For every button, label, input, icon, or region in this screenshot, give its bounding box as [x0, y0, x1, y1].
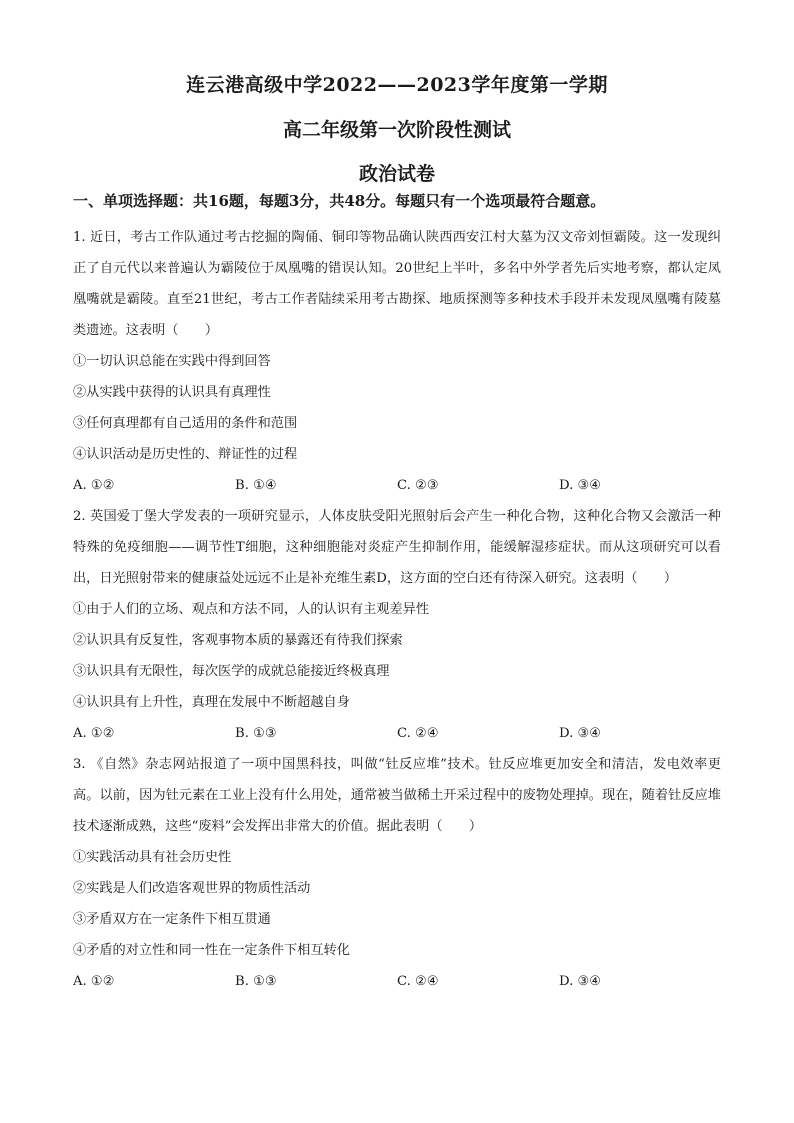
statement-2: ②实践是人们改造客观世界的物质性活动: [73, 881, 311, 896]
exam-header: [0, 0, 794, 186]
option-d: D. ③④: [559, 726, 602, 741]
option-c: C. ②③: [397, 478, 439, 493]
answer-options: [73, 718, 721, 749]
question-stem: 3. 《自然》杂志网站报道了一项中国黑科技，叫做“钍反应堆”技术。钍反应堆更加安全和清洁，发电效率更高。以前，因为钍元素在工业上没有什么用处，通常被当做稀土开采过程中的废物处理掉。现在，随着钍反应堆技术逐渐成熟，这些“废料”会发挥出非常大的价值。据此表明（ ）: [73, 757, 721, 834]
option-a: A. ①②: [73, 478, 115, 493]
statement-2: ②认识具有反复性，客观事物本质的暴露还有待我们探索: [73, 633, 403, 648]
question-stem: 2. 英国爱丁堡大学发表的一项研究显示，人体皮肤受阳光照射后会产生一种化合物，这种化合物又会激活一种特殊的免疫细胞——调节性T细胞，这种细胞能对炎症产生抑制作用，能缓解湿疹症状。而从这项研究可以看出，日光照射带来的健康益处远远不止是补充维生素D，这方面的空白还有待深入研究。这表明（ ）: [73, 509, 721, 586]
statement-4: ④认识具有上升性，真理在发展中不断超越自身: [73, 695, 350, 710]
statement-3: ③认识具有无限性，每次医学的成就总能接近终极真理: [73, 664, 390, 679]
statement-1: ①实践活动具有社会历史性: [73, 850, 232, 865]
option-a: A. ①②: [73, 974, 115, 989]
answer-options: [73, 470, 721, 501]
question-3: [73, 749, 721, 997]
statement-1: ①一切认识总能在实践中得到回答: [73, 354, 271, 369]
option-b: B. ①③: [235, 726, 277, 741]
option-c: C. ②④: [397, 974, 439, 989]
question-stem: 1. 近日，考古工作队通过考古挖掘的陶俑、铜印等物品确认陕西西安江村大墓为汉文帝刘恒霸陵。这一发现纠正了自元代以来普遍认为霸陵位于凤凰嘴的错误认知。20世纪上半叶，多名中外学者先后实地考察，都认定凤凰嘴就是霸陵。直至21世纪，考古工作者陆续采用考古勘探、地质探测等多种技术手段并未发现凤凰嘴有陵墓类遗迹。这表明（ ）: [73, 230, 721, 338]
question-2: [73, 501, 721, 749]
section-heading: 一、单项选择题：共16题，每题3分，共48分。每题只有一个选项最符合题意。: [73, 192, 606, 210]
school-term-title: 连云港高级中学2022——2023学年度第一学期: [186, 74, 608, 96]
option-a: A. ①②: [73, 726, 115, 741]
option-c: C. ②④: [397, 726, 439, 741]
statement-1: ①由于人们的立场、观点和方法不同，人的认识有主观差异性: [73, 602, 430, 617]
option-d: D. ③④: [559, 974, 602, 989]
option-b: B. ①④: [235, 478, 277, 493]
statement-4: ④认识活动是历史性的、辩证性的过程: [73, 447, 298, 462]
statement-3: ③矛盾双方在一定条件下相互贯通: [73, 912, 271, 927]
subject-title: 政治试卷: [358, 163, 435, 185]
statement-2: ②从实践中获得的认识具有真理性: [73, 385, 271, 400]
answer-options: [73, 966, 721, 997]
statement-3: ③任何真理都有自己适用的条件和范围: [73, 416, 298, 431]
statement-4: ④矛盾的对立性和同一性在一定条件下相互转化: [73, 943, 350, 958]
option-b: B. ①③: [235, 974, 277, 989]
questions-container: [73, 222, 721, 997]
question-1: [73, 222, 721, 501]
test-title: 高二年级第一次阶段性测试: [282, 119, 511, 141]
option-d: D. ③④: [559, 478, 602, 493]
